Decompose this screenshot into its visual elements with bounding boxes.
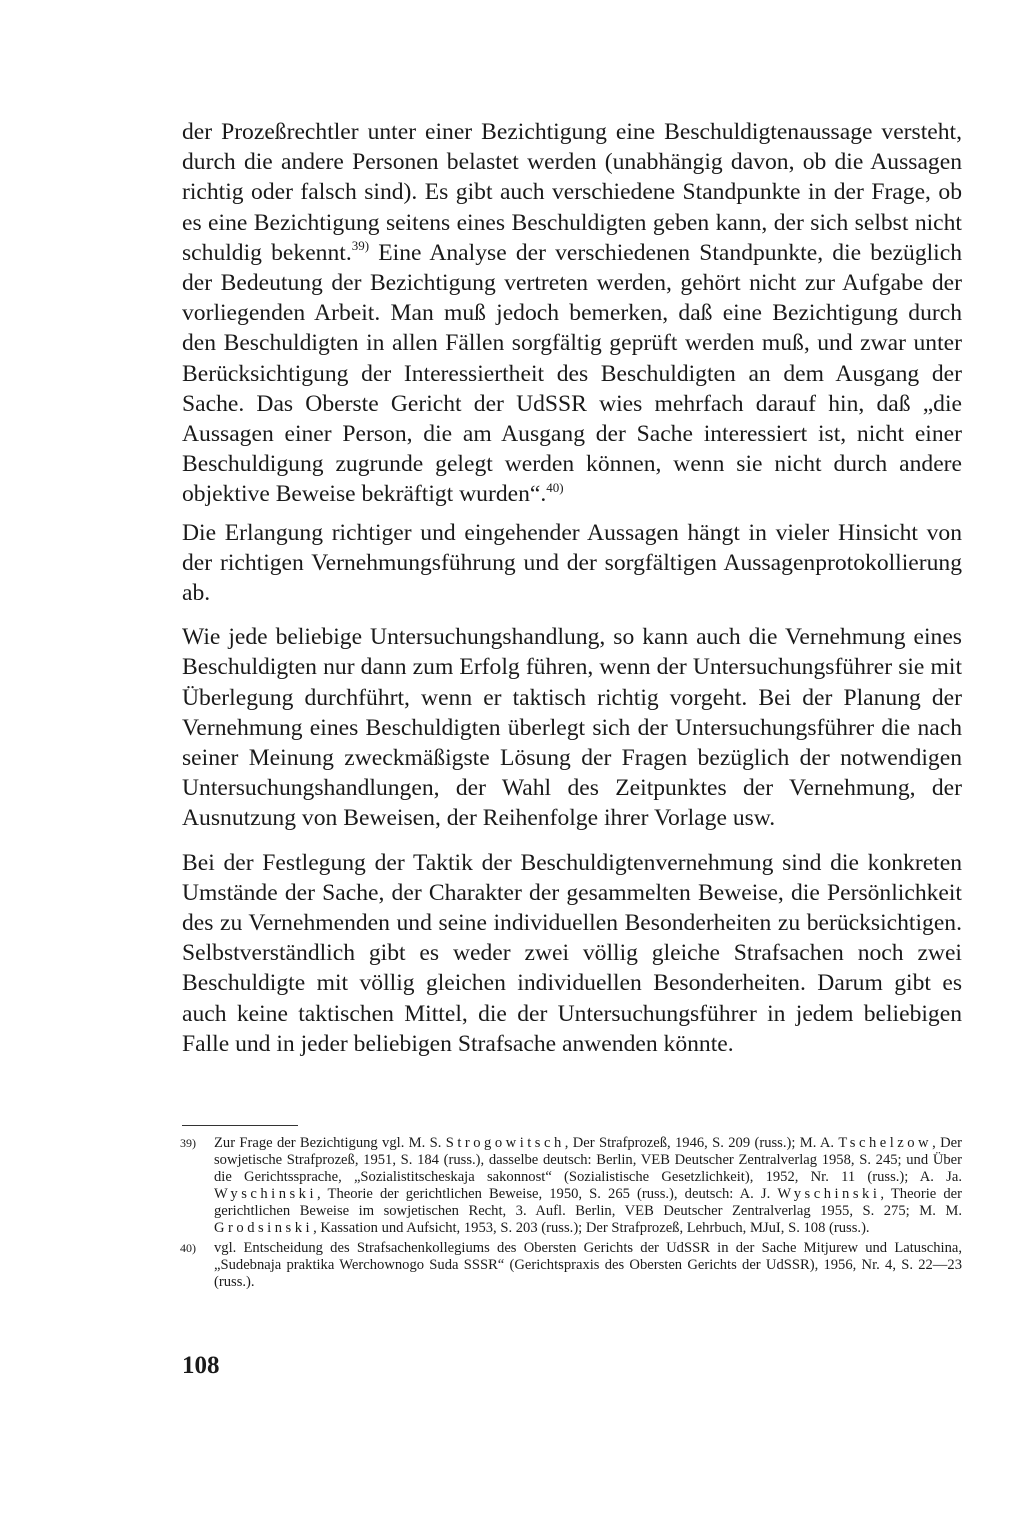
footnote-39-author-4: Wyschinski (777, 1186, 881, 1203)
footnote-ref-40[interactable]: 40) (546, 479, 564, 495)
footnote-40-number: 40) (180, 1240, 196, 1255)
footnote-39-text-5: , Theorie der gerichtlichen Beweise im sowjetischen Recht, 3. Aufl. Berlin, VEB Deutscher Zentralverlag 1955, S. 275; M. M. (214, 1186, 962, 1220)
footnote-39 (182, 1135, 962, 1238)
paragraph-3: Wie jede beliebige Untersuchungshandlung, so kann auch die Vernehmung eines Beschuldigten nur dann zum Erfolg führen, wenn der Untersuchungsführer sie mit Überlegung durchführt, wenn er taktisch richtig vorgeht. Bei der Planung der Vernehmung eines Beschuldigten überlegt sich der Untersuchungsführer die nach seiner Meinung zweckmäßigste Lösung der Fragen bezüglich der notwendigen Untersuchungshandlungen, der Wahl des Zeitpunktes der Vernehmung, der Ausnutzung von Beweisen, der Reihenfolge ihrer Vorlage usw. (182, 624, 962, 832)
footnote-40 (182, 1240, 962, 1291)
footnote-39-text-2: , Der Strafprozeß, 1946, S. 209 (russ.); M. A. (564, 1135, 839, 1151)
paragraph-1-text-a: der Prozeßrechtler unter einer Bezichtigung eine Beschuldigtenaussage versteht, durch die andere Personen belastet werden (unabhängig davon, ob die Aussagen richtig oder falsch sind). Es gibt auch verschiedene Standpunkte in der Frage, ob es eine Bezichtigung seitens eines Beschuldigten geben kann, der sich selbst nicht schuldig bekennt. (182, 119, 962, 266)
footnote-39-text-6: , Kassation und Aufsicht, 1953, S. 203 (russ.); Der Strafprozeß, Lehrbuch, MJuI, S. 108 (russ.). (313, 1220, 870, 1237)
paragraph-4: Bei der Festlegung der Taktik der Beschuldigtenvernehmung sind die konkreten Umstände der Sache, der Charakter der gesammelten Beweise, die Persönlichkeit des zu Vernehmenden und seine individuellen Besonderheiten zu berücksichtigen. Selbstverständlich gibt es weder zwei völlig gleiche Strafsachen noch zwei Beschuldigte mit völlig gleichen individuellen Besonderheiten. Darum gibt es auch keine taktischen Mittel, die der Untersuchungsführer in jedem beliebigen Falle und in jeder beliebigen Strafsache anwenden könnte. (182, 849, 962, 1057)
footnote-39-author-5: Grodsinski (214, 1220, 314, 1237)
footnote-40-text: vgl. Entscheidung des Strafsachenkollegiums des Obersten Gerichts der UdSSR in der Sache Mitjurew und Latuschina, „Sudebnaja praktika Werchownogo Suda SSSR“ (Gerichtspraxis des Obersten Gerichts der UdSSR), 1956, Nr. 4, S. 22—23 (russ.). (214, 1239, 962, 1290)
page-body (182, 117, 962, 1059)
paragraph-1-text-b: Eine Analyse der verschiedenen Standpunkte, die bezüglich der Bedeutung der Bezichtigung vertreten werden, gehört nicht zur Aufgabe der vorliegenden Arbeit. Man muß jedoch bemerken, daß eine Bezichtigung durch den Beschuldigten in allen Fällen sorgfältig geprüft werden muß, und zwar unter Berücksichtigung der Interessiertheit des Beschuldigten an dem Ausgang der Sache. Das Oberste Gericht der UdSSR wies mehrfach darauf hin, daß „die Aussagen einer Person, die am Ausgang der Sache interessiert ist, nicht einer Beschuldigung zugrunde gelegt werden können, wenn sie nicht durch andere objektive Beweise bekräftigt wurden“. (182, 239, 962, 508)
footnote-39-text-1: Zur Frage der Bezichtigung vgl. M. S. (214, 1135, 446, 1151)
footnote-39-author-3: Wyschinski (214, 1186, 318, 1203)
page-number: 108 (182, 1352, 220, 1379)
footnote-39-author-2: Tschelzow (838, 1135, 933, 1151)
footnotes (182, 1135, 962, 1293)
footnote-39-text-4: , Theorie der gerichtlichen Beweise, 1950, S. 265 (russ.), deutsch: A. J. (317, 1186, 778, 1203)
footnote-ref-39[interactable]: 39) (351, 237, 370, 253)
footnote-39-text-3: , Der sowjetische Strafprozeß, 1951, S. 184 (russ.), dasselbe deutsch: Berlin, VEB Deutscher Zentralverlag 1958, S. 245; und Über die Gerichtssprache, „Sozialistitscheskaja sakonnost“ (Sozialistische Gesetzlichkeit), 1952, Nr. 11 (russ.); A. Ja. (214, 1135, 962, 1186)
paragraph-1 (182, 117, 962, 510)
footnote-39-author-1: Strogowitsch (445, 1135, 565, 1151)
footnote-separator (182, 1125, 298, 1126)
paragraph-2: Die Erlangung richtiger und eingehender Aussagen hängt in vieler Hinsicht von der richtigen Vernehmungsführung und der sorgfältigen Aussagenprotokollierung ab. (182, 519, 962, 607)
footnote-39-number: 39) (180, 1136, 196, 1150)
